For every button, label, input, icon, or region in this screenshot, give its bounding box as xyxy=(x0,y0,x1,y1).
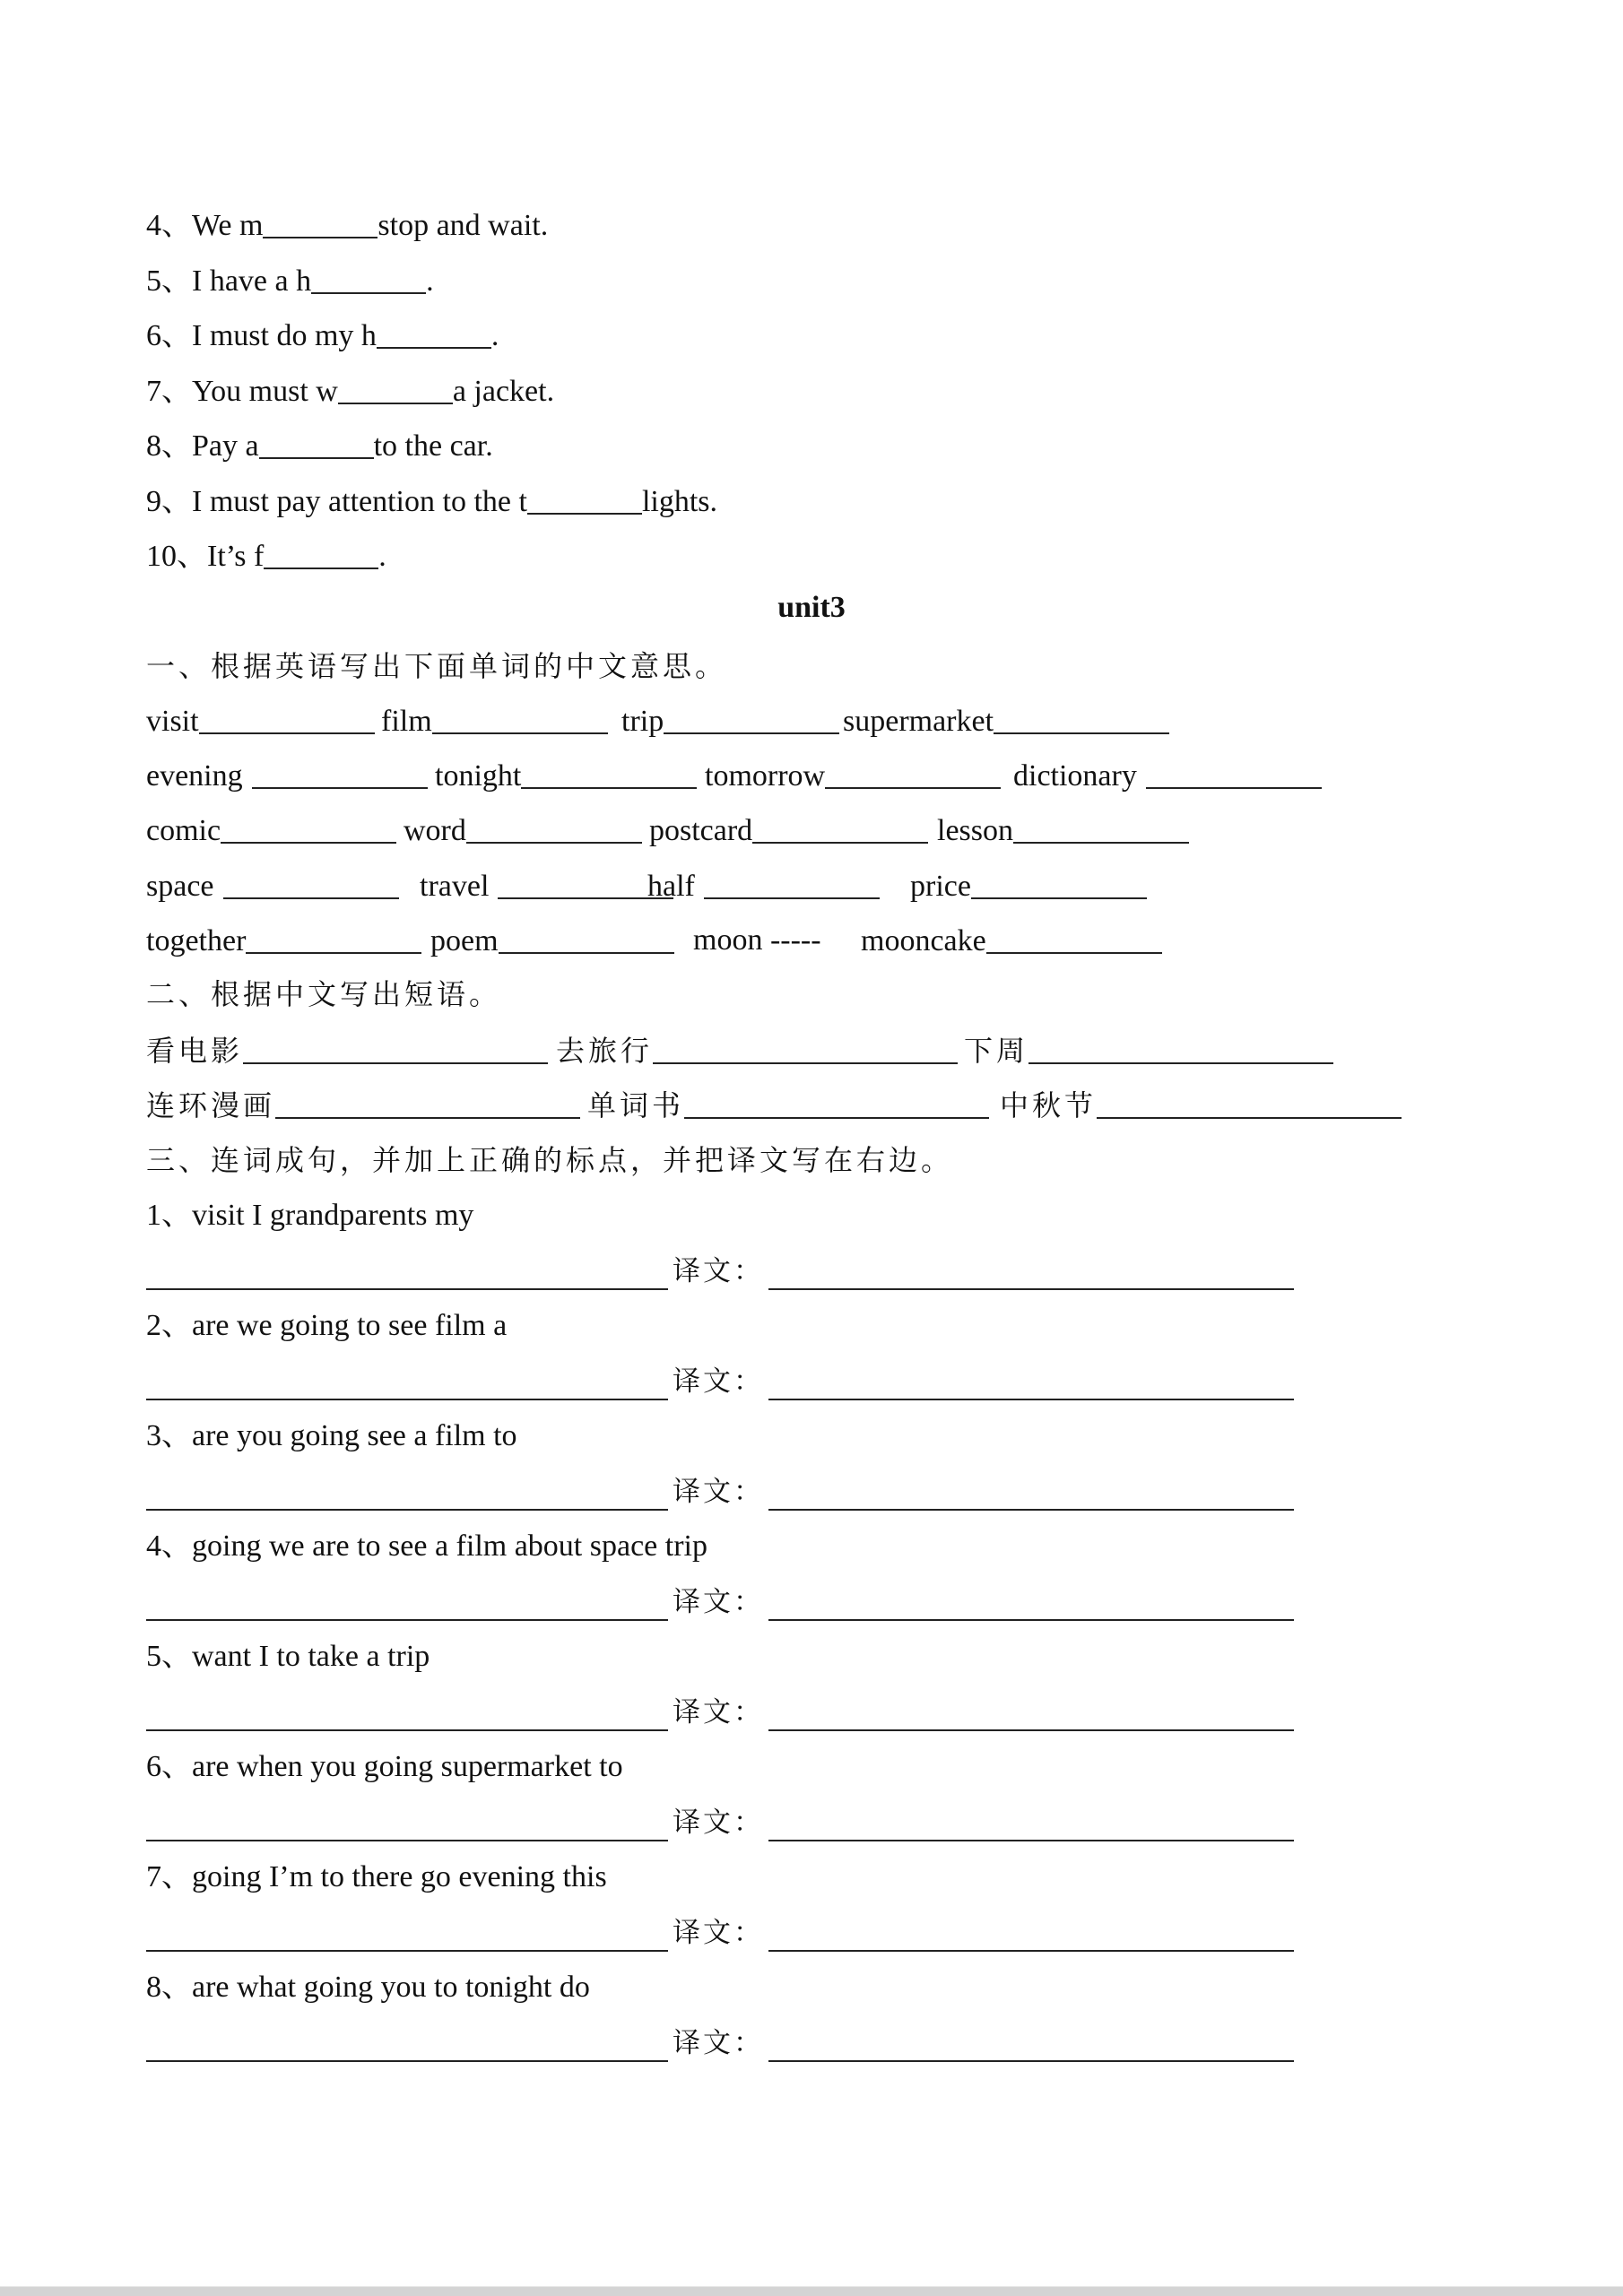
translation-answer-line[interactable] xyxy=(768,1509,1294,1511)
phrase-item xyxy=(146,1030,548,1071)
item-text-after: . xyxy=(378,540,386,573)
vocab-item xyxy=(861,920,1162,961)
vocab-word: word xyxy=(404,814,466,847)
fill-in-item xyxy=(146,315,499,356)
item-text-after: lights. xyxy=(641,484,718,518)
answer-blank[interactable] xyxy=(199,700,375,734)
item-number: 9、 xyxy=(146,484,192,518)
answer-blank[interactable] xyxy=(527,481,642,515)
translation-label: 译文： xyxy=(673,2026,764,2059)
item-text-after: stop and wait. xyxy=(378,209,549,242)
answer-blank[interactable] xyxy=(466,810,642,844)
vocab-word: evening xyxy=(146,759,243,793)
section3-heading: 三、连词成句，并加上正确的标点，并把译文写在右边。 xyxy=(146,1143,954,1177)
phrase-chinese: 单词书 xyxy=(587,1088,685,1122)
vocab-item xyxy=(381,700,608,741)
vocab-word: lesson xyxy=(937,814,1013,847)
fill-in-item xyxy=(146,370,554,412)
vocab-item xyxy=(693,920,821,961)
vocab-item xyxy=(146,755,428,796)
answer-blank[interactable] xyxy=(825,755,1001,789)
fill-in-item xyxy=(146,204,548,246)
answer-blank[interactable] xyxy=(377,315,491,349)
scrambled-words: are what going you to tonight do xyxy=(192,1971,590,2004)
scrambled-words: are we going to see film a xyxy=(192,1309,508,1342)
phrase-chinese: 连环漫画 xyxy=(146,1088,276,1122)
answer-blank[interactable] xyxy=(971,865,1147,899)
translation-label: 译文： xyxy=(673,1806,764,1839)
phrase-item xyxy=(964,1030,1333,1071)
sentence-answer-line[interactable] xyxy=(146,1950,668,1952)
phrase-chinese: 去旅行 xyxy=(556,1034,654,1068)
item-number: 8、 xyxy=(146,1971,192,2004)
scrambled-words: are when you going supermarket to xyxy=(192,1750,623,1783)
sentence-prompt xyxy=(146,1967,590,2008)
vocab-item xyxy=(430,920,674,961)
translation-answer-line[interactable] xyxy=(768,1840,1294,1841)
item-text-after: . xyxy=(490,319,499,352)
sentence-answer-line[interactable] xyxy=(146,2060,668,2062)
vocab-word: space xyxy=(146,870,214,903)
vocab-item xyxy=(937,810,1189,851)
answer-blank[interactable] xyxy=(246,920,421,954)
translation-answer-line[interactable] xyxy=(768,1729,1294,1731)
sentence-answer-line[interactable] xyxy=(146,1840,668,1841)
section1-heading: 一、根据英语写出下面单词的中文意思。 xyxy=(146,649,728,683)
phrase-item xyxy=(146,1085,580,1126)
answer-blank[interactable] xyxy=(252,755,428,789)
translation-answer-line[interactable] xyxy=(768,2060,1294,2062)
sentence-answer-line[interactable] xyxy=(146,1288,668,1290)
item-text-after: . xyxy=(426,264,434,298)
phrase-item xyxy=(556,1030,958,1071)
vocab-word: together xyxy=(146,924,247,957)
phrase-chinese: 中秋节 xyxy=(1000,1088,1098,1122)
item-text-before: I must pay attention to the t xyxy=(192,484,527,518)
item-number: 8、 xyxy=(146,429,192,463)
item-number: 6、 xyxy=(146,1750,192,1783)
answer-blank[interactable] xyxy=(338,370,453,404)
answer-blank[interactable] xyxy=(223,865,399,899)
answer-blank[interactable] xyxy=(221,810,396,844)
vocab-word: travel xyxy=(420,870,490,903)
translation-label: 译文： xyxy=(673,1585,764,1618)
translation-label: 译文： xyxy=(673,1254,764,1287)
item-number: 7、 xyxy=(146,1860,192,1893)
answer-blank[interactable] xyxy=(664,700,839,734)
sentence-prompt xyxy=(146,1636,430,1677)
answer-blank[interactable] xyxy=(264,535,378,569)
sentence-prompt xyxy=(146,1195,473,1236)
vocab-item xyxy=(843,700,1169,741)
item-text-before: It’s f xyxy=(207,540,265,573)
sentence-prompt xyxy=(146,1305,507,1347)
answer-blank[interactable] xyxy=(499,920,674,954)
answer-blank[interactable] xyxy=(263,204,378,238)
vocab-word: tonight xyxy=(435,759,522,793)
fill-in-item xyxy=(146,535,386,576)
item-number: 6、 xyxy=(146,319,192,352)
answer-blank[interactable] xyxy=(1013,810,1189,844)
vocab-item xyxy=(404,810,642,851)
answer-blank[interactable] xyxy=(521,755,697,789)
sentence-prompt xyxy=(146,1857,607,1898)
vocab-word: half xyxy=(647,870,695,903)
vocab-word: supermarket xyxy=(843,705,994,738)
translation-answer-line[interactable] xyxy=(768,1399,1294,1400)
page-bottom-edge xyxy=(0,2286,1623,2296)
item-text-before: I have a h xyxy=(192,264,312,298)
answer-blank[interactable] xyxy=(1097,1085,1402,1119)
item-text-before: I must do my h xyxy=(192,319,377,352)
vocab-item xyxy=(435,755,697,796)
phrase-item xyxy=(587,1085,989,1126)
translation-answer-line[interactable] xyxy=(768,1619,1294,1621)
answer-blank[interactable] xyxy=(259,425,374,459)
vocab-item xyxy=(647,865,880,906)
vocab-word: comic xyxy=(146,814,221,847)
fill-in-item xyxy=(146,481,717,522)
answer-blank[interactable] xyxy=(275,1085,580,1119)
item-number: 3、 xyxy=(146,1419,192,1452)
phrase-chinese: 下周 xyxy=(964,1034,1029,1068)
sentence-prompt xyxy=(146,1746,623,1788)
item-number: 4、 xyxy=(146,209,192,242)
scrambled-words: going we are to see a film about space trip xyxy=(192,1529,707,1563)
answer-blank[interactable] xyxy=(1146,755,1322,789)
item-number: 5、 xyxy=(146,264,192,298)
vocab-word: postcard xyxy=(649,814,753,847)
vocab-word: tomorrow xyxy=(705,759,826,793)
scrambled-words: are you going see a film to xyxy=(192,1419,517,1452)
vocab-item xyxy=(146,920,421,961)
item-number: 4、 xyxy=(146,1529,192,1563)
item-text-before: Pay a xyxy=(192,429,259,463)
answer-blank[interactable] xyxy=(994,700,1169,734)
scrambled-words: want I to take a trip xyxy=(192,1640,430,1673)
vocab-word: poem xyxy=(430,924,499,957)
vocab-word: price xyxy=(910,870,971,903)
translation-label: 译文： xyxy=(673,1475,764,1508)
vocab-item xyxy=(621,700,839,741)
vocab-item xyxy=(146,810,396,851)
translation-answer-line[interactable] xyxy=(768,1950,1294,1952)
answer-blank[interactable] xyxy=(311,260,426,294)
vocab-word: trip xyxy=(621,705,664,738)
item-text-after: to the car. xyxy=(373,429,493,463)
item-number: 1、 xyxy=(146,1199,192,1232)
item-number: 2、 xyxy=(146,1309,192,1342)
sentence-answer-line[interactable] xyxy=(146,1729,668,1731)
sentence-answer-line[interactable] xyxy=(146,1399,668,1400)
phrase-chinese: 看电影 xyxy=(146,1034,244,1068)
vocab-word: film xyxy=(381,705,432,738)
vocab-item xyxy=(910,865,1147,906)
sentence-answer-line[interactable] xyxy=(146,1509,668,1511)
vocab-word: moon ----- xyxy=(693,923,821,957)
item-number: 7、 xyxy=(146,374,192,408)
sentence-prompt xyxy=(146,1526,707,1567)
answer-blank[interactable] xyxy=(243,1030,548,1064)
sentence-prompt xyxy=(146,1416,517,1457)
sentence-answer-line[interactable] xyxy=(146,1619,668,1621)
answer-blank[interactable] xyxy=(1028,1030,1333,1064)
unit-title: unit3 xyxy=(777,591,846,624)
vocab-item xyxy=(1013,755,1322,796)
vocab-word: visit xyxy=(146,705,199,738)
answer-blank[interactable] xyxy=(653,1030,958,1064)
vocab-item xyxy=(420,865,673,906)
answer-blank[interactable] xyxy=(752,810,928,844)
vocab-item xyxy=(146,865,399,906)
section2-heading: 二、根据中文写出短语。 xyxy=(146,977,502,1011)
scrambled-words: going I’m to there go evening this xyxy=(192,1860,607,1893)
phrase-item xyxy=(1000,1085,1402,1126)
item-text-after: a jacket. xyxy=(452,374,555,408)
vocab-word: mooncake xyxy=(861,924,986,957)
answer-blank[interactable] xyxy=(704,865,880,899)
scrambled-words: visit I grandparents my xyxy=(192,1199,474,1232)
vocab-item xyxy=(649,810,928,851)
item-text-before: You must w xyxy=(192,374,338,408)
translation-label: 译文： xyxy=(673,1695,764,1728)
translation-label: 译文： xyxy=(673,1365,764,1398)
item-text-before: We m xyxy=(192,209,264,242)
translation-answer-line[interactable] xyxy=(768,1288,1294,1290)
answer-blank[interactable] xyxy=(432,700,608,734)
translation-label: 译文： xyxy=(673,1916,764,1949)
fill-in-item xyxy=(146,425,493,466)
vocab-item xyxy=(705,755,1001,796)
item-number: 10、 xyxy=(146,540,207,573)
answer-blank[interactable] xyxy=(986,920,1162,954)
fill-in-item xyxy=(146,260,434,301)
vocab-item xyxy=(146,700,375,741)
item-number: 5、 xyxy=(146,1640,192,1673)
vocab-word: dictionary xyxy=(1013,759,1137,793)
answer-blank[interactable] xyxy=(684,1085,989,1119)
